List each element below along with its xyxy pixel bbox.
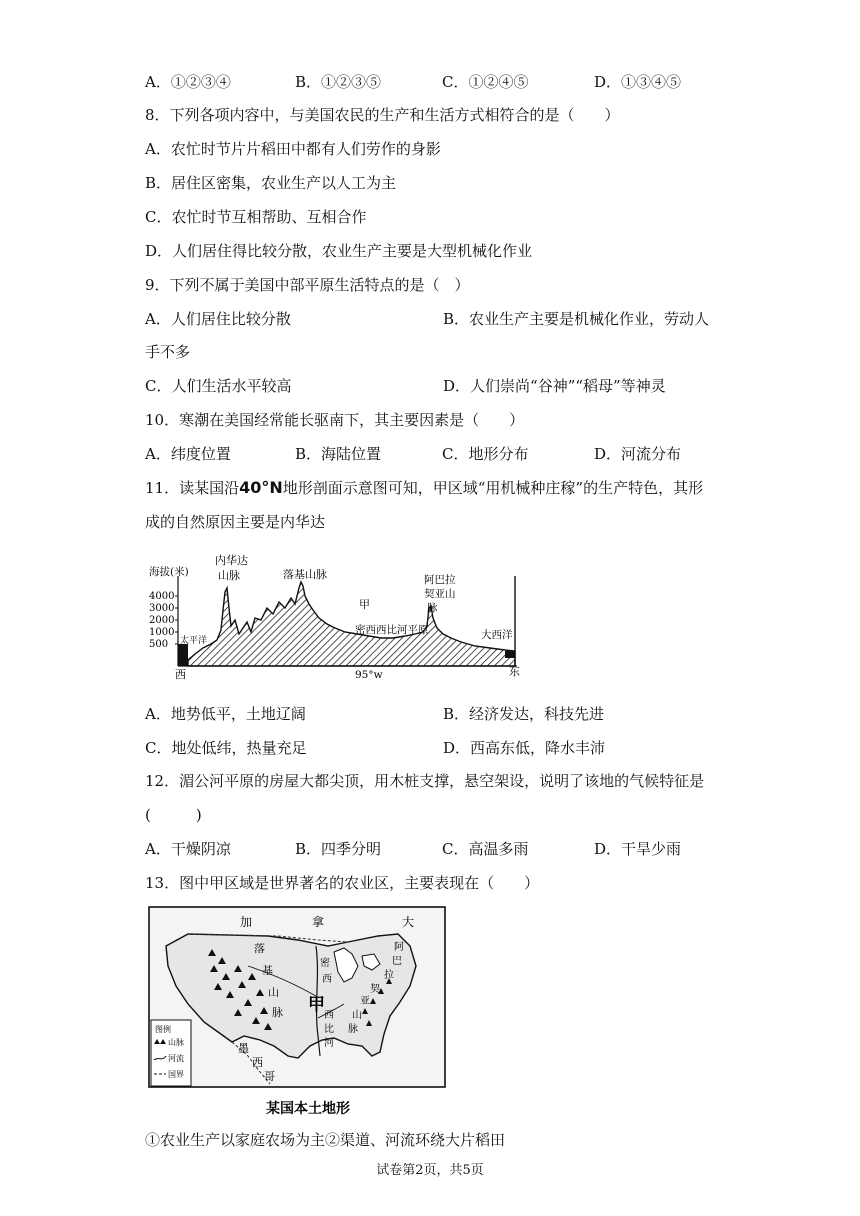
q7-options — [145, 72, 745, 92]
profile-label-nevada-2: 山脉 — [218, 569, 240, 582]
profile-tick-2000: 2000 — [149, 615, 175, 626]
profile-atlantic-block — [505, 651, 515, 658]
map-legend-title: 图例 — [155, 1025, 171, 1034]
map-label-appal-5: 亚 — [360, 996, 370, 1007]
profile-label-nevada-1: 内华达 — [215, 554, 248, 567]
q11-stem-suffix: 地形剖面示意图可知，甲区域“用机械种庄稼”的生产特色，其形 — [282, 479, 704, 497]
map-label-miss-3: 西 — [324, 1010, 334, 1021]
q12-option-d: D．干旱少雨 — [594, 840, 682, 858]
q9-option-d: D．人们崇尚“谷神”“稻母”等神灵 — [443, 377, 666, 395]
q9-stem: 9．下列不属于美国中部平原生活特点的是（ ） — [145, 276, 470, 294]
q7-option-a: A．①②③④ — [145, 73, 231, 91]
q8-stem: 8．下列各项内容中，与美国农民的生产和生活方式相符合的是（ ） — [145, 106, 620, 124]
map-label-appal-4: 契 — [370, 984, 380, 995]
q11-stem — [145, 478, 703, 498]
q12-option-c: C．高温多雨 — [442, 840, 529, 858]
map-label-rocky-1: 落 — [254, 942, 265, 955]
map-label-appal-6: 山 — [352, 1010, 362, 1021]
map-label-mexico-1: 墨 — [238, 1042, 249, 1055]
map-label-mexico-3: 哥 — [264, 1070, 275, 1083]
map-label-appal-3: 拉 — [384, 970, 394, 981]
q13-statements: ①农业生产以家庭农场为主②渠道、河流环绕大片稻田 — [145, 1131, 506, 1149]
q12-option-a: A．干燥阴凉 — [145, 840, 231, 858]
map-label-appal-7: 脉 — [348, 1024, 358, 1035]
page-footer: 试卷第2页，共5页 — [376, 1163, 484, 1178]
map-label-rocky-4: 脉 — [272, 1006, 283, 1019]
profile-ylabel: 海拔(米) — [149, 566, 189, 578]
profile-tick-4000: 4000 — [149, 591, 175, 602]
profile-label-plain: 密西西比河平原 — [355, 624, 429, 636]
q9-option-c: C．人们生活水平较高 — [145, 377, 292, 395]
q10-option-d: D．河流分布 — [594, 445, 682, 463]
map-label-miss-5: 河 — [324, 1038, 334, 1049]
q10-stem: 10．寒潮在美国经常能长驱南下，其主要因素是（ ） — [145, 411, 525, 429]
q10-options — [145, 444, 745, 464]
map-label-appal-1: 阿 — [394, 942, 404, 953]
profile-label-pacific: 太平洋 — [180, 636, 208, 646]
q8-option-a: A．农忙时节片片稻田中都有人们劳作的身影 — [145, 140, 441, 158]
map-label-miss-1: 密 — [320, 958, 330, 969]
q12-option-b: B．四季分明 — [295, 840, 382, 858]
q9-option-b-cont: 手不多 — [145, 343, 191, 361]
q11-stem-latitude: 40°N — [239, 478, 283, 497]
map-legend-mountain: 山脉 — [168, 1038, 184, 1047]
q11-stem-line2: 成的自然原因主要是内华达 — [145, 513, 326, 531]
q11-option-a: A．地势低平，土地辽阔 — [145, 705, 306, 723]
q12-options — [145, 839, 745, 859]
profile-tick-3000: 3000 — [149, 603, 175, 614]
map-label-miss-4: 比 — [324, 1024, 334, 1035]
map-label-rocky-3: 山 — [268, 986, 279, 999]
profile-label-lon: 95°w — [355, 669, 383, 680]
map-legend-river: 河流 — [168, 1054, 184, 1063]
q10-option-a: A．纬度位置 — [145, 445, 231, 463]
q9-option-a: A．人们居住比较分散 — [145, 310, 291, 328]
q11-option-d: D．西高东低，降水丰沛 — [443, 739, 606, 757]
q12-stem: 12．湄公河平原的房屋大都尖顶，用木桩支撑，悬空架设，说明了该地的气候特征是 — [145, 772, 705, 790]
map-label-canada-3: 大 — [402, 915, 415, 929]
q7-option-b: B．①②③⑤ — [295, 73, 382, 91]
q10-option-b: B．海陆位置 — [295, 445, 382, 463]
map-caption: 某国本土地形 — [266, 1101, 350, 1117]
profile-label-west: 西 — [175, 668, 186, 680]
profile-label-jia: 甲 — [359, 598, 370, 611]
profile-tick-500: 500 — [149, 639, 169, 650]
map-label-canada-1: 加 — [240, 915, 253, 929]
q7-option-d: D．①③④⑤ — [594, 73, 682, 91]
profile-label-east: 东 — [509, 665, 520, 678]
q7-option-c: C．①②④⑤ — [442, 73, 529, 91]
profile-pacific-block — [178, 644, 188, 666]
q9-option-b: B．农业生产主要是机械化作业，劳动人 — [443, 310, 710, 328]
q12-blank: ( ) — [145, 806, 202, 824]
q8-option-c: C．农忙时节互相帮助、互相合作 — [145, 208, 367, 226]
q8-option-d: D．人们居住得比较分散，农业生产主要是大型机械化作业 — [145, 242, 533, 260]
q10-option-c: C．地形分布 — [442, 445, 529, 463]
map-label-appal-2: 巴 — [392, 956, 402, 967]
map-label-canada-2: 拿 — [312, 915, 325, 929]
profile-label-appalachian-2: 契亚山 — [424, 588, 456, 600]
map-label-jia: 甲 — [308, 995, 325, 1015]
profile-label-appalachian-1: 阿巴拉 — [424, 574, 456, 586]
q11-option-c: C．地处低纬，热量充足 — [145, 739, 307, 757]
q8-option-b: B．居住区密集，农业生产以人工为主 — [145, 174, 397, 192]
map-label-rocky-2: 基 — [262, 964, 273, 977]
map-label-miss-2: 西 — [322, 974, 332, 985]
q11-option-b: B．经济发达，科技先进 — [443, 705, 605, 723]
profile-label-atlantic: 大西洋 — [481, 629, 513, 641]
q11-stem-prefix: 11．读某国沿 — [145, 479, 240, 497]
terrain-profile-figure — [145, 548, 525, 680]
us-terrain-map — [148, 906, 446, 1121]
map-label-mexico-2: 西 — [252, 1056, 263, 1069]
map-legend-border: 国界 — [168, 1070, 184, 1079]
profile-label-appalachian-3: 脉 — [427, 602, 438, 614]
profile-label-rocky: 落基山脉 — [283, 568, 327, 581]
q13-stem: 13．图中甲区域是世界著名的农业区，主要表现在（ ） — [145, 874, 540, 892]
profile-tick-1000: 1000 — [149, 627, 175, 638]
profile-terrain — [188, 582, 515, 666]
